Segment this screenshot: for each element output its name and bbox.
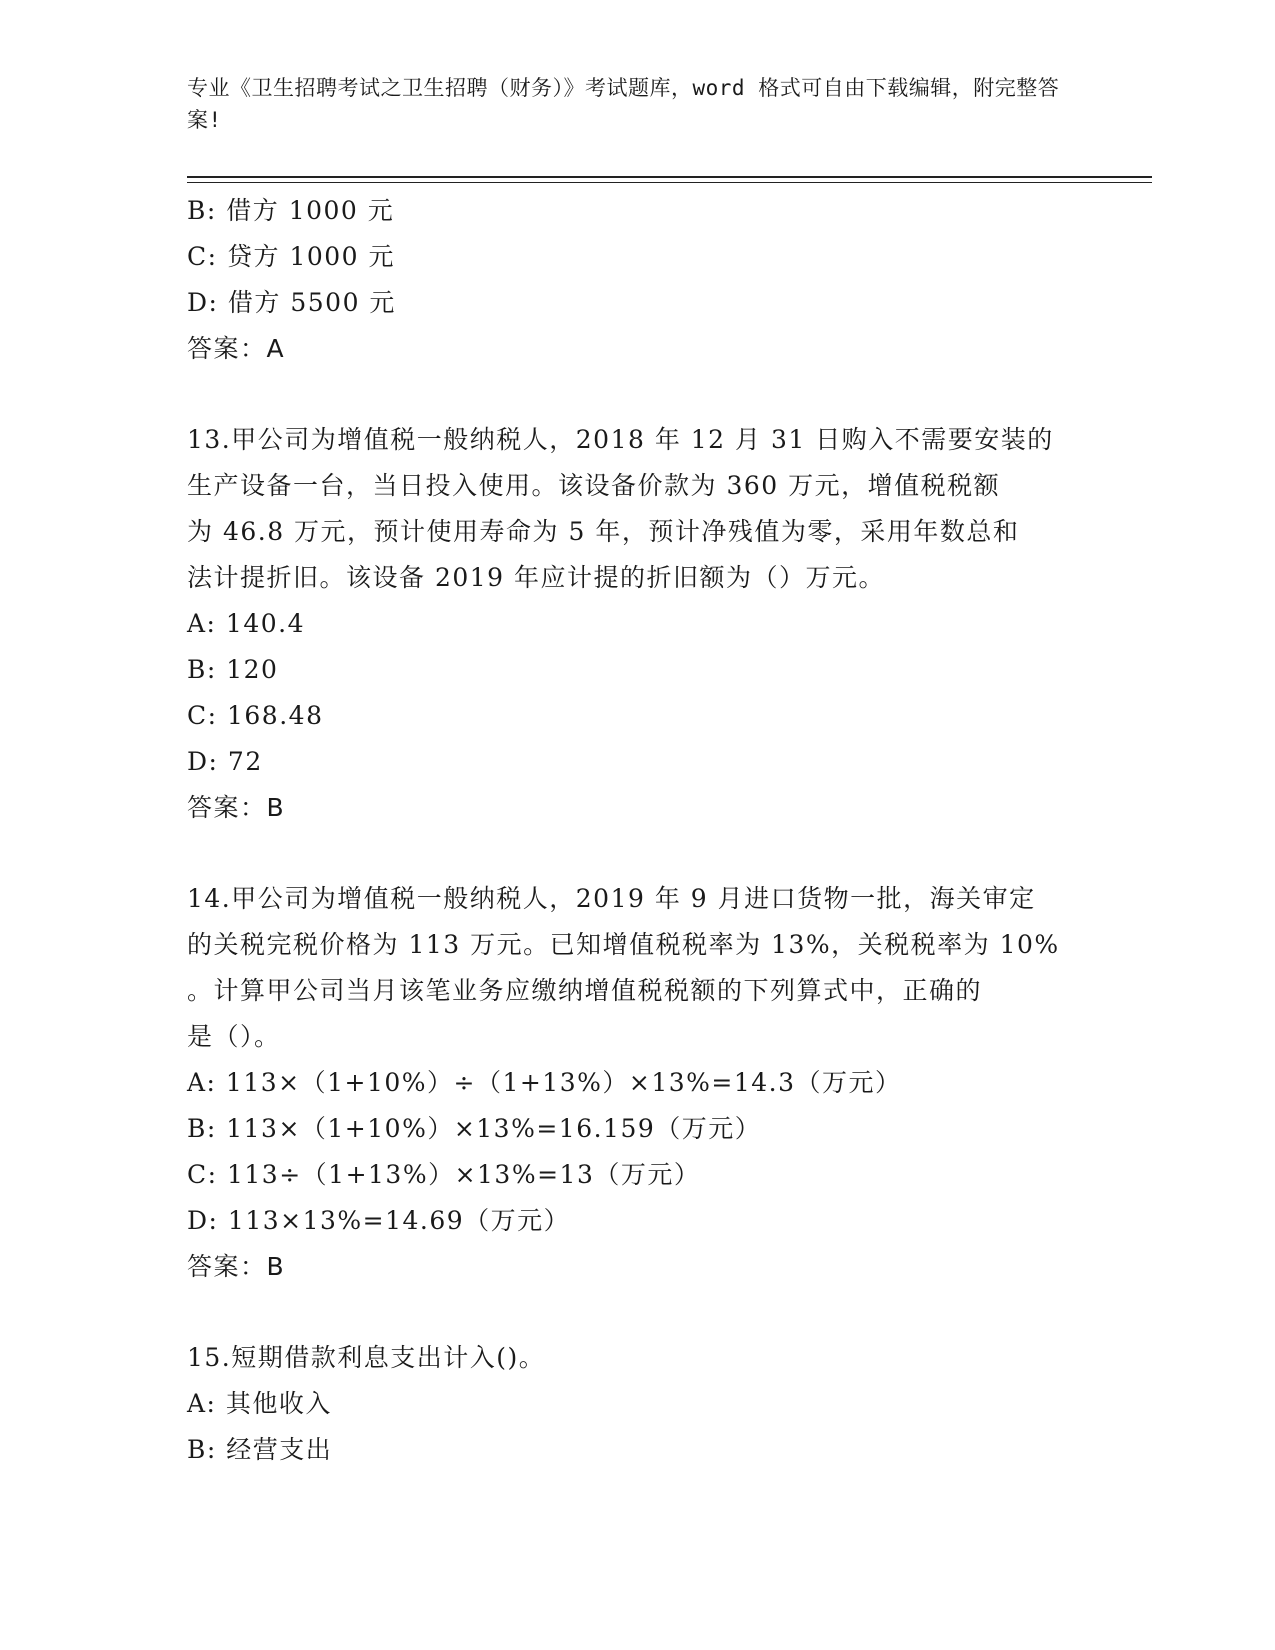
option-a: A: 其他收入 [187, 1389, 332, 1418]
question-text-line: 的关税完税价格为 113 万元。已知增值税税率为 13%，关税税率为 10% [187, 930, 1060, 959]
option-c: C: 168.48 [187, 701, 324, 730]
option-b: B: 借方 1000 元 [187, 196, 395, 225]
question-14 [187, 876, 1087, 1290]
question-text-line: 生产设备一台，当日投入使用。该设备价款为 360 万元，增值税税额 [187, 471, 1001, 500]
option-b: B: 120 [187, 655, 279, 684]
question-text-line: 法计提折旧。该设备 2019 年应计提的折旧额为（）万元。 [187, 563, 886, 592]
option-c: C: 113÷（1+13%）×13%=13（万元） [187, 1160, 701, 1189]
question-text-line: 13.甲公司为增值税一般纳税人，2018 年 12 月 31 日购入不需要安装的 [187, 425, 1054, 454]
answer: 答案：A [187, 334, 286, 363]
option-a: A: 113×（1+10%）÷（1+13%）×13%=14.3（万元） [187, 1068, 902, 1097]
question-text-line: 为 46.8 万元，预计使用寿命为 5 年，预计净残值为零，采用年数总和 [187, 517, 1020, 546]
question-text-line: 14.甲公司为增值税一般纳税人，2019 年 9 月进口货物一批，海关审定 [187, 884, 1036, 913]
answer: 答案：B [187, 1252, 286, 1281]
document-header: 专业《卫生招聘考试之卫生招聘（财务）》考试题库，word 格式可自由下载编辑，附完整答案! [187, 76, 1060, 132]
question-12-continuation [187, 188, 1087, 372]
question-13 [187, 417, 1087, 831]
option-a: A: 140.4 [187, 609, 305, 638]
option-b: B: 经营支出 [187, 1435, 333, 1464]
option-c: C: 贷方 1000 元 [187, 242, 396, 271]
header-rule-thin [187, 182, 1152, 183]
option-d: D: 借方 5500 元 [187, 288, 396, 317]
option-d: D: 113×13%=14.69（万元） [187, 1206, 571, 1235]
option-b: B: 113×（1+10%）×13%=16.159（万元） [187, 1114, 762, 1143]
header-rule-thick [187, 176, 1152, 178]
question-text-line: 。计算甲公司当月该笔业务应缴纳增值税税额的下列算式中，正确的 [187, 976, 983, 1005]
question-text-line: 15.短期借款利息支出计入()。 [187, 1343, 546, 1372]
question-15 [187, 1335, 1087, 1473]
answer: 答案：B [187, 793, 286, 822]
option-d: D: 72 [187, 747, 263, 776]
question-text-line: 是（）。 [187, 1022, 281, 1051]
document-body [187, 188, 1087, 1473]
